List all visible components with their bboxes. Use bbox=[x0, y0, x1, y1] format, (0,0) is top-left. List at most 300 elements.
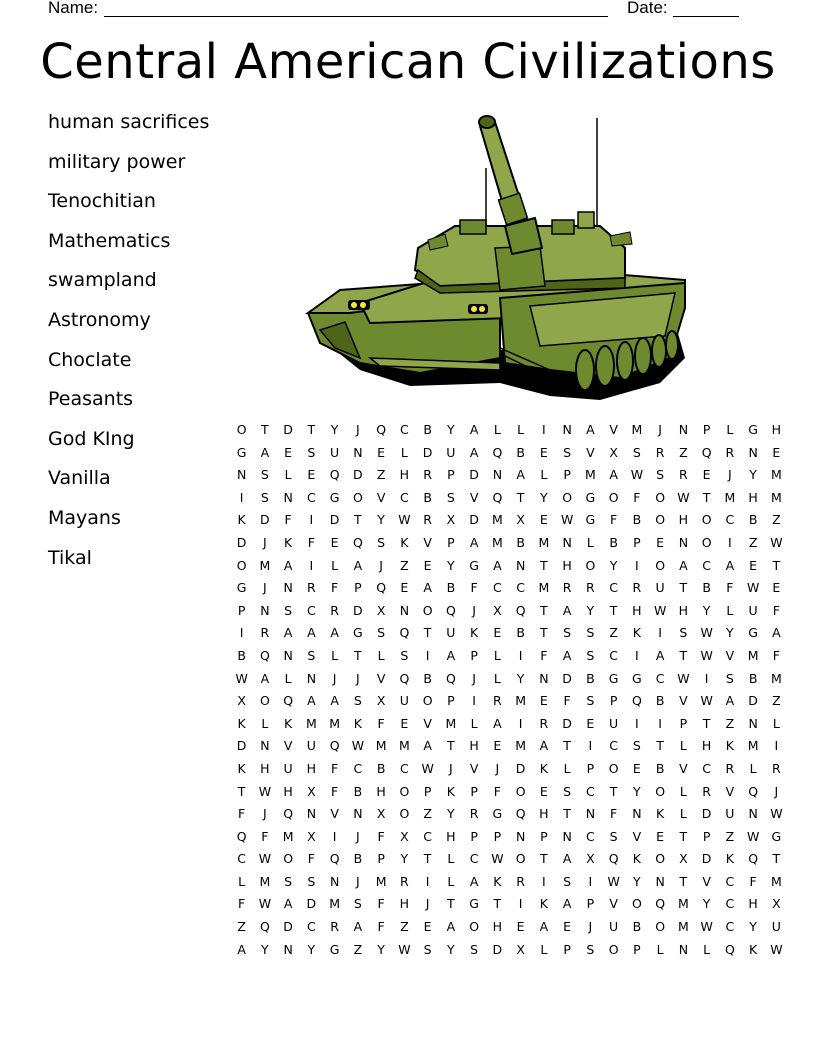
grid-letter[interactable]: R bbox=[562, 580, 572, 596]
grid-letter[interactable]: J bbox=[774, 783, 779, 799]
grid-letter[interactable]: R bbox=[260, 625, 270, 641]
grid-letter[interactable]: Y bbox=[749, 919, 757, 935]
grid-letter[interactable]: Q bbox=[445, 602, 456, 618]
grid-letter[interactable]: W bbox=[491, 851, 504, 867]
grid-letter[interactable]: K bbox=[725, 738, 734, 754]
grid-letter[interactable]: H bbox=[283, 783, 293, 799]
grid-letter[interactable]: U bbox=[609, 715, 619, 731]
grid-letter[interactable]: J bbox=[588, 919, 593, 935]
grid-letter[interactable]: T bbox=[702, 715, 711, 731]
grid-letter[interactable]: T bbox=[702, 489, 711, 505]
grid-letter[interactable]: S bbox=[586, 625, 595, 641]
grid-letter[interactable]: P bbox=[702, 828, 711, 844]
grid-letter[interactable]: D bbox=[562, 715, 572, 731]
grid-letter[interactable]: H bbox=[446, 828, 456, 844]
grid-letter[interactable]: Y bbox=[447, 941, 455, 957]
grid-letter[interactable]: K bbox=[539, 896, 548, 912]
grid-letter[interactable]: U bbox=[330, 444, 340, 460]
grid-letter[interactable]: B bbox=[446, 580, 456, 596]
grid-letter[interactable]: X bbox=[516, 512, 525, 528]
grid-letter[interactable]: S bbox=[260, 467, 269, 483]
grid-letter[interactable]: R bbox=[679, 467, 688, 483]
grid-letter[interactable]: B bbox=[586, 670, 595, 686]
grid-letter[interactable]: W bbox=[398, 941, 411, 957]
grid-letter[interactable]: V bbox=[423, 534, 432, 550]
grid-letter[interactable]: B bbox=[516, 534, 525, 550]
grid-letter[interactable]: W bbox=[351, 738, 365, 754]
grid-letter[interactable]: W bbox=[560, 512, 574, 528]
grid-letter[interactable]: K bbox=[284, 534, 293, 550]
grid-letter[interactable]: Q bbox=[283, 806, 294, 822]
grid-letter[interactable]: N bbox=[306, 670, 317, 686]
grid-letter[interactable]: B bbox=[655, 693, 665, 709]
grid-letter[interactable]: N bbox=[236, 467, 247, 483]
grid-letter[interactable]: Q bbox=[376, 580, 387, 596]
grid-letter[interactable]: T bbox=[679, 828, 688, 844]
grid-letter[interactable]: T bbox=[423, 851, 432, 867]
grid-letter[interactable]: K bbox=[656, 806, 665, 822]
grid-letter[interactable]: H bbox=[399, 467, 410, 483]
grid-letter[interactable]: G bbox=[771, 828, 782, 844]
grid-letter[interactable]: D bbox=[701, 851, 712, 867]
grid-letter[interactable]: G bbox=[329, 489, 340, 505]
grid-letter[interactable]: P bbox=[609, 693, 618, 709]
grid-letter[interactable]: L bbox=[517, 422, 525, 437]
grid-letter[interactable]: I bbox=[658, 715, 662, 731]
grid-letter[interactable]: S bbox=[377, 534, 386, 550]
grid-letter[interactable]: T bbox=[772, 557, 781, 573]
grid-letter[interactable]: V bbox=[330, 806, 339, 822]
grid-letter[interactable]: E bbox=[632, 760, 641, 776]
grid-letter[interactable]: G bbox=[353, 625, 363, 641]
grid-letter[interactable]: P bbox=[423, 783, 432, 799]
grid-letter[interactable]: V bbox=[469, 489, 479, 505]
grid-letter[interactable]: A bbox=[283, 625, 293, 641]
grid-letter[interactable]: O bbox=[422, 602, 433, 618]
grid-letter[interactable]: V bbox=[725, 647, 735, 663]
grid-letter[interactable]: T bbox=[354, 512, 362, 528]
grid-letter[interactable]: L bbox=[447, 873, 455, 889]
grid-letter[interactable]: M bbox=[445, 715, 457, 731]
grid-letter[interactable]: V bbox=[725, 783, 735, 799]
grid-letter[interactable]: Q bbox=[492, 444, 503, 460]
grid-letter[interactable]: A bbox=[469, 534, 479, 550]
grid-letter[interactable]: G bbox=[585, 512, 596, 528]
grid-letter[interactable]: I bbox=[332, 828, 337, 844]
grid-letter[interactable]: F bbox=[470, 580, 478, 596]
grid-letter[interactable]: H bbox=[469, 738, 479, 754]
grid-letter[interactable]: F bbox=[331, 783, 339, 799]
grid-letter[interactable]: Y bbox=[540, 489, 548, 505]
grid-letter[interactable]: A bbox=[562, 851, 572, 867]
grid-letter[interactable]: D bbox=[701, 806, 712, 822]
grid-letter[interactable]: D bbox=[283, 919, 293, 935]
grid-letter[interactable]: A bbox=[469, 873, 479, 889]
grid-letter[interactable]: N bbox=[678, 534, 689, 550]
grid-letter[interactable]: P bbox=[633, 534, 641, 550]
grid-letter[interactable]: P bbox=[470, 828, 478, 844]
grid-letter[interactable]: Z bbox=[423, 806, 432, 822]
grid-letter[interactable]: P bbox=[470, 647, 478, 663]
grid-letter[interactable]: X bbox=[516, 941, 525, 957]
grid-letter[interactable]: C bbox=[307, 919, 316, 935]
grid-letter[interactable]: H bbox=[306, 760, 317, 776]
grid-letter[interactable]: H bbox=[678, 602, 689, 618]
grid-letter[interactable]: Y bbox=[307, 941, 316, 957]
grid-letter[interactable]: I bbox=[542, 873, 546, 889]
grid-letter[interactable]: C bbox=[400, 760, 409, 776]
grid-letter[interactable]: R bbox=[655, 444, 665, 460]
grid-letter[interactable]: K bbox=[539, 760, 548, 776]
grid-letter[interactable]: H bbox=[632, 602, 642, 618]
grid-letter[interactable]: L bbox=[493, 647, 501, 663]
grid-letter[interactable]: M bbox=[282, 828, 294, 844]
grid-letter[interactable]: R bbox=[772, 760, 781, 776]
grid-letter[interactable]: H bbox=[260, 760, 270, 776]
grid-letter[interactable]: K bbox=[353, 715, 362, 731]
grid-letter[interactable]: T bbox=[540, 557, 548, 573]
grid-letter[interactable]: A bbox=[423, 738, 432, 754]
grid-letter[interactable]: S bbox=[470, 941, 479, 957]
grid-letter[interactable]: K bbox=[725, 851, 734, 867]
grid-letter[interactable]: O bbox=[655, 783, 666, 799]
grid-letter[interactable]: X bbox=[586, 851, 595, 867]
grid-letter[interactable]: J bbox=[263, 806, 267, 822]
grid-letter[interactable]: C bbox=[493, 580, 502, 596]
grid-letter[interactable]: W bbox=[746, 828, 760, 844]
grid-letter[interactable]: C bbox=[307, 602, 316, 618]
grid-letter[interactable]: N bbox=[515, 557, 526, 573]
grid-letter[interactable]: N bbox=[748, 444, 758, 460]
grid-letter[interactable]: T bbox=[261, 422, 269, 437]
grid-letter[interactable]: O bbox=[562, 489, 573, 505]
grid-letter[interactable]: Y bbox=[447, 422, 455, 437]
grid-letter[interactable]: O bbox=[701, 512, 712, 528]
grid-letter[interactable]: F bbox=[563, 693, 571, 709]
grid-letter[interactable]: J bbox=[356, 670, 360, 686]
grid-letter[interactable]: T bbox=[447, 896, 455, 912]
grid-letter[interactable]: E bbox=[423, 557, 432, 573]
grid-letter[interactable]: G bbox=[585, 489, 596, 505]
grid-letter[interactable]: L bbox=[284, 467, 292, 483]
grid-letter[interactable]: L bbox=[679, 738, 687, 754]
grid-letter[interactable]: H bbox=[539, 806, 549, 822]
grid-letter[interactable]: G bbox=[608, 670, 619, 686]
grid-letter[interactable]: F bbox=[633, 489, 641, 505]
grid-letter[interactable]: B bbox=[423, 422, 432, 437]
grid-letter[interactable]: W bbox=[258, 896, 272, 912]
grid-letter[interactable]: A bbox=[609, 467, 618, 483]
grid-letter[interactable]: F bbox=[749, 873, 757, 889]
grid-letter[interactable]: A bbox=[446, 919, 456, 935]
grid-letter[interactable]: O bbox=[283, 851, 294, 867]
grid-letter[interactable]: W bbox=[700, 647, 713, 663]
grid-letter[interactable]: C bbox=[516, 580, 525, 596]
grid-letter[interactable]: F bbox=[377, 896, 385, 912]
grid-letter[interactable]: T bbox=[656, 738, 664, 754]
grid-letter[interactable]: J bbox=[728, 467, 732, 483]
grid-letter[interactable]: F bbox=[493, 783, 501, 799]
grid-letter[interactable]: C bbox=[423, 828, 432, 844]
grid-letter[interactable]: A bbox=[562, 896, 572, 912]
grid-letter[interactable]: C bbox=[586, 828, 595, 844]
grid-letter[interactable]: L bbox=[238, 873, 246, 889]
grid-letter[interactable]: L bbox=[447, 851, 455, 867]
grid-letter[interactable]: B bbox=[353, 851, 363, 867]
date-blank-line[interactable] bbox=[673, 16, 739, 17]
grid-letter[interactable]: W bbox=[630, 467, 644, 483]
grid-letter[interactable]: Q bbox=[376, 422, 387, 437]
grid-letter[interactable]: E bbox=[749, 557, 758, 573]
grid-letter[interactable]: G bbox=[469, 896, 479, 912]
grid-letter[interactable]: A bbox=[423, 580, 432, 596]
grid-letter[interactable]: P bbox=[540, 828, 548, 844]
grid-letter[interactable]: A bbox=[562, 602, 572, 618]
grid-letter[interactable]: L bbox=[656, 941, 664, 957]
grid-letter[interactable]: M bbox=[305, 715, 317, 731]
grid-letter[interactable]: B bbox=[516, 444, 525, 460]
grid-letter[interactable]: M bbox=[329, 896, 341, 912]
grid-letter[interactable]: L bbox=[331, 647, 339, 663]
grid-letter[interactable]: Q bbox=[724, 941, 735, 957]
grid-letter[interactable]: T bbox=[354, 647, 362, 663]
grid-letter[interactable]: Q bbox=[608, 851, 619, 867]
grid-letter[interactable]: H bbox=[399, 896, 410, 912]
grid-letter[interactable]: E bbox=[493, 738, 502, 754]
grid-letter[interactable]: Q bbox=[352, 534, 363, 550]
grid-letter[interactable]: Y bbox=[749, 467, 757, 483]
grid-letter[interactable]: J bbox=[332, 670, 337, 686]
grid-letter[interactable]: L bbox=[261, 715, 269, 731]
grid-letter[interactable]: W bbox=[700, 919, 713, 935]
grid-letter[interactable]: T bbox=[447, 738, 455, 754]
grid-letter[interactable]: I bbox=[728, 534, 732, 550]
grid-letter[interactable]: M bbox=[329, 715, 341, 731]
grid-letter[interactable]: X bbox=[493, 602, 502, 618]
grid-letter[interactable]: Q bbox=[399, 625, 410, 641]
grid-letter[interactable]: Q bbox=[329, 851, 340, 867]
grid-letter[interactable]: E bbox=[586, 715, 595, 731]
grid-letter[interactable]: N bbox=[399, 602, 410, 618]
grid-letter[interactable]: M bbox=[747, 738, 759, 754]
grid-letter[interactable]: V bbox=[283, 738, 293, 754]
grid-letter[interactable]: B bbox=[376, 760, 386, 776]
grid-letter[interactable]: V bbox=[423, 715, 432, 731]
grid-letter[interactable]: E bbox=[307, 467, 316, 483]
grid-letter[interactable]: O bbox=[236, 557, 247, 573]
grid-letter[interactable]: S bbox=[563, 444, 572, 460]
grid-letter[interactable]: O bbox=[631, 896, 642, 912]
grid-letter[interactable]: V bbox=[609, 896, 618, 912]
grid-letter[interactable]: E bbox=[539, 512, 548, 528]
grid-letter[interactable]: V bbox=[702, 873, 711, 889]
grid-letter[interactable]: D bbox=[469, 512, 479, 528]
grid-letter[interactable]: F bbox=[610, 806, 618, 822]
grid-letter[interactable]: P bbox=[586, 896, 595, 912]
grid-letter[interactable]: T bbox=[540, 602, 548, 618]
grid-letter[interactable]: M bbox=[491, 512, 503, 528]
grid-letter[interactable]: L bbox=[540, 941, 548, 957]
grid-letter[interactable]: W bbox=[770, 941, 783, 957]
grid-letter[interactable]: X bbox=[307, 828, 316, 844]
grid-letter[interactable]: M bbox=[770, 489, 782, 505]
grid-letter[interactable]: U bbox=[446, 625, 456, 641]
grid-letter[interactable]: R bbox=[702, 783, 711, 799]
grid-letter[interactable]: O bbox=[655, 512, 666, 528]
grid-letter[interactable]: T bbox=[609, 783, 618, 799]
grid-letter[interactable]: I bbox=[704, 670, 709, 686]
grid-letter[interactable]: T bbox=[772, 851, 781, 867]
grid-letter[interactable]: N bbox=[655, 873, 665, 889]
grid-letter[interactable]: Y bbox=[261, 941, 269, 957]
grid-letter[interactable]: L bbox=[726, 422, 734, 437]
grid-letter[interactable]: J bbox=[263, 534, 267, 550]
grid-letter[interactable]: U bbox=[748, 602, 758, 618]
grid-letter[interactable]: D bbox=[515, 760, 526, 776]
grid-letter[interactable]: L bbox=[749, 760, 757, 776]
grid-letter[interactable]: I bbox=[239, 625, 244, 641]
grid-letter[interactable]: Y bbox=[586, 602, 595, 618]
grid-letter[interactable]: P bbox=[377, 851, 385, 867]
grid-letter[interactable]: A bbox=[330, 625, 339, 641]
grid-letter[interactable]: O bbox=[236, 422, 247, 437]
grid-letter[interactable]: Q bbox=[515, 602, 526, 618]
grid-letter[interactable]: C bbox=[725, 919, 735, 935]
grid-letter[interactable]: L bbox=[493, 670, 501, 686]
grid-letter[interactable]: W bbox=[770, 806, 783, 822]
grid-letter[interactable]: D bbox=[306, 896, 317, 912]
grid-letter[interactable]: C bbox=[400, 422, 409, 437]
grid-letter[interactable]: M bbox=[375, 738, 387, 754]
grid-letter[interactable]: Q bbox=[748, 851, 759, 867]
grid-letter[interactable]: Y bbox=[702, 896, 711, 912]
grid-letter[interactable]: J bbox=[472, 670, 476, 686]
grid-letter[interactable]: S bbox=[307, 873, 316, 889]
grid-letter[interactable]: Z bbox=[237, 919, 246, 935]
grid-letter[interactable]: X bbox=[772, 896, 781, 912]
grid-letter[interactable]: F bbox=[261, 828, 269, 844]
grid-letter[interactable]: Q bbox=[748, 783, 759, 799]
grid-letter[interactable]: W bbox=[653, 602, 667, 618]
grid-letter[interactable]: O bbox=[655, 557, 666, 573]
grid-letter[interactable]: T bbox=[609, 602, 618, 618]
grid-letter[interactable]: S bbox=[307, 444, 316, 460]
grid-letter[interactable]: L bbox=[400, 444, 408, 460]
grid-letter[interactable]: A bbox=[283, 896, 293, 912]
grid-letter[interactable]: J bbox=[495, 760, 500, 776]
grid-letter[interactable]: P bbox=[563, 941, 571, 957]
grid-letter[interactable]: Z bbox=[679, 444, 688, 460]
grid-letter[interactable]: P bbox=[702, 422, 711, 437]
grid-letter[interactable]: I bbox=[588, 738, 593, 754]
grid-letter[interactable]: O bbox=[515, 783, 526, 799]
grid-letter[interactable]: R bbox=[725, 760, 735, 776]
grid-letter[interactable]: E bbox=[656, 828, 665, 844]
grid-letter[interactable]: R bbox=[423, 512, 432, 528]
grid-letter[interactable]: N bbox=[260, 738, 270, 754]
grid-letter[interactable]: B bbox=[609, 534, 618, 550]
grid-letter[interactable]: L bbox=[563, 760, 571, 776]
grid-letter[interactable]: I bbox=[542, 422, 546, 437]
grid-letter[interactable]: S bbox=[284, 873, 293, 889]
grid-letter[interactable]: W bbox=[398, 512, 411, 528]
grid-letter[interactable]: T bbox=[679, 647, 688, 663]
grid-letter[interactable]: Q bbox=[283, 693, 294, 709]
grid-letter[interactable]: U bbox=[771, 919, 781, 935]
grid-letter[interactable]: B bbox=[748, 512, 758, 528]
grid-letter[interactable]: B bbox=[516, 625, 525, 641]
grid-letter[interactable]: A bbox=[772, 625, 781, 641]
grid-letter[interactable]: B bbox=[237, 647, 246, 663]
grid-letter[interactable]: C bbox=[609, 738, 618, 754]
grid-letter[interactable]: W bbox=[677, 670, 690, 686]
grid-letter[interactable]: Y bbox=[633, 783, 641, 799]
grid-letter[interactable]: I bbox=[774, 738, 779, 754]
grid-letter[interactable]: A bbox=[493, 557, 502, 573]
grid-letter[interactable]: E bbox=[563, 919, 572, 935]
grid-letter[interactable]: V bbox=[376, 489, 386, 505]
grid-letter[interactable]: A bbox=[283, 557, 293, 573]
grid-letter[interactable]: R bbox=[493, 693, 502, 709]
grid-letter[interactable]: X bbox=[237, 693, 246, 709]
grid-letter[interactable]: Z bbox=[725, 715, 735, 731]
grid-letter[interactable]: X bbox=[376, 693, 386, 709]
grid-letter[interactable]: J bbox=[356, 873, 360, 889]
grid-letter[interactable]: I bbox=[425, 647, 430, 663]
grid-letter[interactable]: L bbox=[586, 534, 594, 550]
grid-letter[interactable]: W bbox=[677, 489, 690, 505]
grid-letter[interactable]: N bbox=[539, 670, 549, 686]
grid-letter[interactable]: Y bbox=[516, 670, 525, 686]
grid-letter[interactable]: A bbox=[469, 422, 479, 437]
grid-letter[interactable]: Y bbox=[609, 557, 618, 573]
grid-letter[interactable]: P bbox=[586, 760, 595, 776]
grid-letter[interactable]: D bbox=[353, 602, 363, 618]
grid-letter[interactable]: Y bbox=[377, 941, 385, 957]
grid-letter[interactable]: O bbox=[259, 693, 270, 709]
grid-letter[interactable]: T bbox=[679, 873, 688, 889]
grid-letter[interactable]: G bbox=[469, 557, 479, 573]
grid-letter[interactable]: B bbox=[423, 489, 432, 505]
grid-letter[interactable]: A bbox=[725, 557, 735, 573]
grid-letter[interactable]: A bbox=[353, 919, 363, 935]
grid-letter[interactable]: Y bbox=[633, 873, 641, 889]
grid-letter[interactable]: N bbox=[678, 422, 689, 437]
grid-letter[interactable]: D bbox=[236, 738, 247, 754]
grid-letter[interactable]: N bbox=[283, 489, 293, 505]
grid-letter[interactable]: B bbox=[748, 670, 758, 686]
grid-letter[interactable]: P bbox=[679, 715, 688, 731]
grid-letter[interactable]: K bbox=[284, 715, 293, 731]
grid-letter[interactable]: N bbox=[562, 422, 572, 437]
grid-letter[interactable]: C bbox=[400, 489, 409, 505]
grid-letter[interactable]: X bbox=[376, 806, 386, 822]
grid-letter[interactable]: A bbox=[237, 941, 246, 957]
grid-letter[interactable]: X bbox=[679, 851, 688, 867]
grid-letter[interactable]: E bbox=[772, 580, 781, 596]
grid-letter[interactable]: M bbox=[747, 647, 759, 663]
grid-letter[interactable]: A bbox=[307, 693, 316, 709]
grid-letter[interactable]: I bbox=[518, 896, 523, 912]
grid-letter[interactable]: Y bbox=[377, 512, 385, 528]
grid-letter[interactable]: U bbox=[655, 580, 665, 596]
grid-letter[interactable]: Q bbox=[445, 670, 456, 686]
grid-letter[interactable]: T bbox=[237, 783, 246, 799]
grid-letter[interactable]: S bbox=[446, 489, 455, 505]
grid-letter[interactable]: A bbox=[260, 444, 270, 460]
grid-letter[interactable]: E bbox=[702, 467, 711, 483]
grid-letter[interactable]: X bbox=[446, 512, 456, 528]
